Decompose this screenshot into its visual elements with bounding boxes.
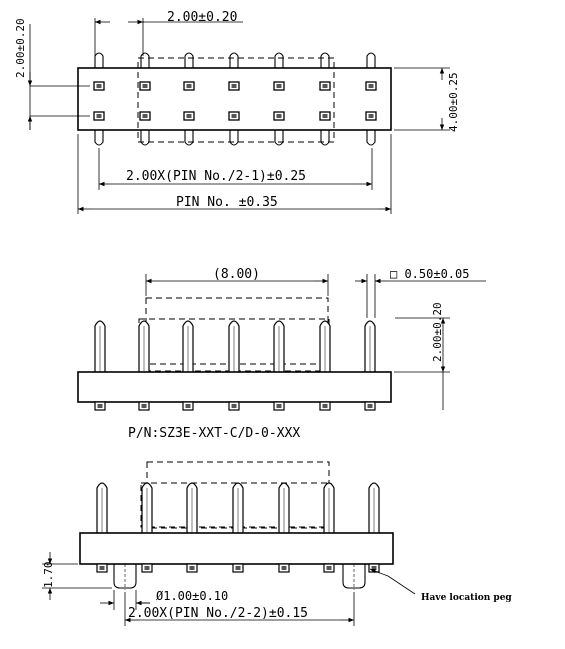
side-view-housing <box>78 372 391 402</box>
side-tail-inner <box>98 404 103 408</box>
bottom-peg-diameter-dim: Ø1.00±0.10 <box>156 589 229 603</box>
top-contact-inner <box>369 84 374 88</box>
side-cavity-dim: (8.00) <box>213 267 260 282</box>
side-tail-inner <box>323 404 328 408</box>
top-row-span-dim: 2.00X(PIN No./2-1)±0.25 <box>126 169 307 184</box>
top-pin-lower <box>321 130 329 145</box>
top-pin-upper <box>367 53 375 68</box>
top-view <box>30 18 450 214</box>
top-contact-inner <box>232 114 237 118</box>
top-contact-inner <box>369 114 374 118</box>
top-height-dim: 4.00±0.25 <box>447 72 460 132</box>
bottom-view-tails <box>97 564 379 572</box>
top-row-pitch-dim: 2.00±0.20 <box>14 18 27 78</box>
top-contact-inner <box>277 84 282 88</box>
top-pin-lower <box>95 130 103 145</box>
top-contact-inner <box>187 114 192 118</box>
top-pin-lower <box>230 130 238 145</box>
top-contact-inner <box>97 114 102 118</box>
top-pin-upper <box>141 53 149 68</box>
bottom-tail-inner <box>100 566 105 570</box>
top-view-housing <box>78 68 391 130</box>
bottom-view <box>42 462 415 626</box>
top-contact-inner <box>323 84 328 88</box>
side-tail-inner <box>142 404 147 408</box>
top-contact-inner <box>277 114 282 118</box>
top-pin-lower <box>367 130 375 145</box>
top-overall-dim: PIN No. ±0.35 <box>176 195 278 210</box>
side-height-dim: 2.00±0.20 <box>431 302 444 362</box>
side-view-tails <box>95 402 375 410</box>
top-contact-inner <box>323 114 328 118</box>
top-pin-lower <box>141 130 149 145</box>
top-pin-lower <box>275 130 283 145</box>
bottom-peg-span-dim: 2.00X(PIN No./2-2)±0.15 <box>128 606 309 621</box>
top-pin-upper <box>230 53 238 68</box>
top-contact-inner <box>143 114 148 118</box>
location-peg-note: Have location peg <box>421 593 512 603</box>
top-contact-inner <box>232 84 237 88</box>
side-tail-inner <box>277 404 282 408</box>
top-pin-lower <box>185 130 193 145</box>
top-pin-upper <box>275 53 283 68</box>
top-contact-inner <box>187 84 192 88</box>
bottom-tail-inner <box>190 566 195 570</box>
bottom-tail-inner <box>372 566 377 570</box>
side-tail-inner <box>232 404 237 408</box>
top-pitch-dim: 2.00±0.20 <box>167 10 238 25</box>
bottom-tail-inner <box>236 566 241 570</box>
bottom-view-pins <box>97 483 379 533</box>
top-contact-inner <box>97 84 102 88</box>
bottom-peg-height-dim: 1.70 <box>42 561 55 588</box>
top-pin-upper <box>185 53 193 68</box>
side-view <box>78 274 486 410</box>
side-tail-inner <box>368 404 373 408</box>
top-pin-upper <box>95 53 103 68</box>
top-contact-inner <box>143 84 148 88</box>
bottom-view-housing <box>80 533 393 564</box>
bottom-tail-inner <box>327 566 332 570</box>
bottom-tail-inner <box>145 566 150 570</box>
top-pin-upper <box>321 53 329 68</box>
side-view-pins <box>95 321 375 372</box>
side-pin-square-dim: □ 0.50±0.05 <box>390 267 470 281</box>
bottom-tail-inner <box>282 566 287 570</box>
part-number: P/N:SZ3E-XXT-C/D-0-XXX <box>128 426 301 441</box>
side-tail-inner <box>186 404 191 408</box>
